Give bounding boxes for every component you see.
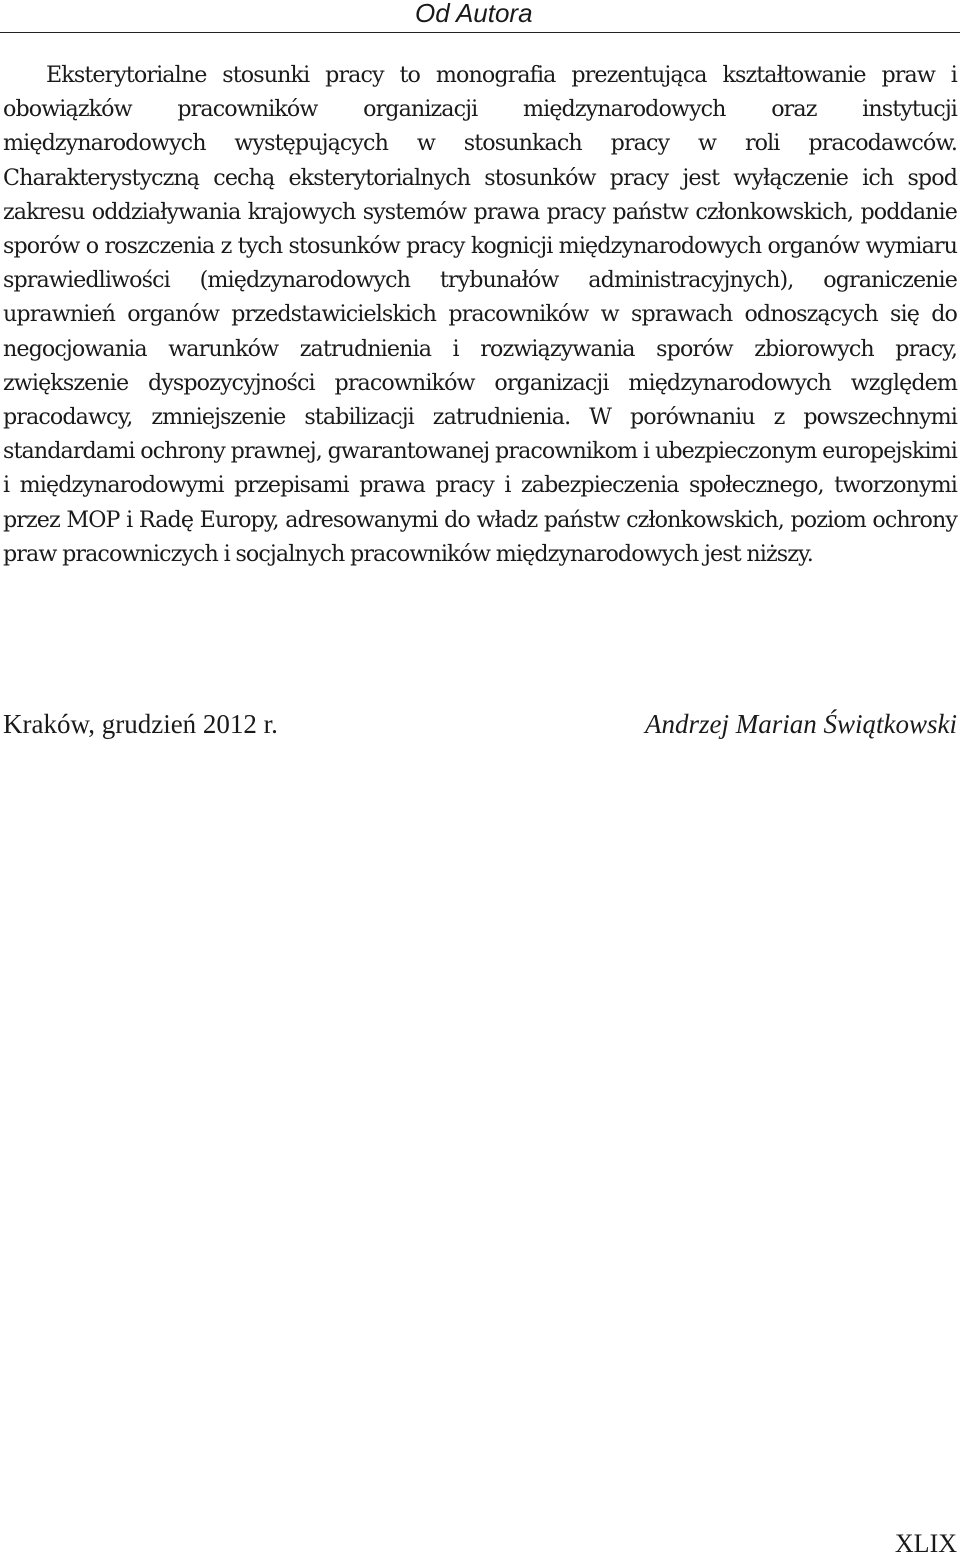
- header-rule: [0, 32, 960, 33]
- page-number: XLIX: [894, 1529, 957, 1558]
- section-title: Od Autora: [415, 0, 533, 28]
- signature-row: [3, 707, 957, 743]
- author-name: Andrzej Marian Świątkowski: [645, 709, 957, 739]
- body-paragraph: Eksterytorialne stosunki pracy to monografia prezentująca kształtowanie praw i obowiązków pracowników organizacji międzynarodowych oraz instytucji międzynarodowych występujących w stosunkach pracy w roli pracodawców. Charakterystyczną cechą eksterytorialnych stosunków pracy jest wyłączenie ich spod zakresu oddziaływania krajowych systemów prawa pracy państw członkowskich, poddanie sporów o roszczenia z tych stosunków pracy kognicji międzynarodowych organów wymiaru sprawiedliwości (międzynarodowych trybunałów administracyjnych), ograniczenie uprawnień organów przedstawicielskich pracowników w sprawach odnoszących się do negocjowania warunków zatrudnienia i rozwiązywania sporów zbiorowych pracy, zwiększenie dyspozycyjności pracowników organizacji międzynarodowych względem pracodawcy, zmniejszenie stabilizacji zatrudnienia. W porównaniu z powszechnymi standardami ochrony prawnej, gwarantowanej pracownikom i ubezpieczonym europejskimi i międzynarodowymi przepisami prawa pracy i zabezpieczenia społecznego, tworzonymi przez MOP i Radę Europy, adresowanymi do władz państw członkowskich, poziom ochrony praw pracowniczych i socjalnych pracowników międzynarodowych jest niższy.: [3, 62, 957, 567]
- place-date: Kraków, grudzień 2012 r.: [3, 709, 278, 739]
- page-header: [0, 0, 960, 34]
